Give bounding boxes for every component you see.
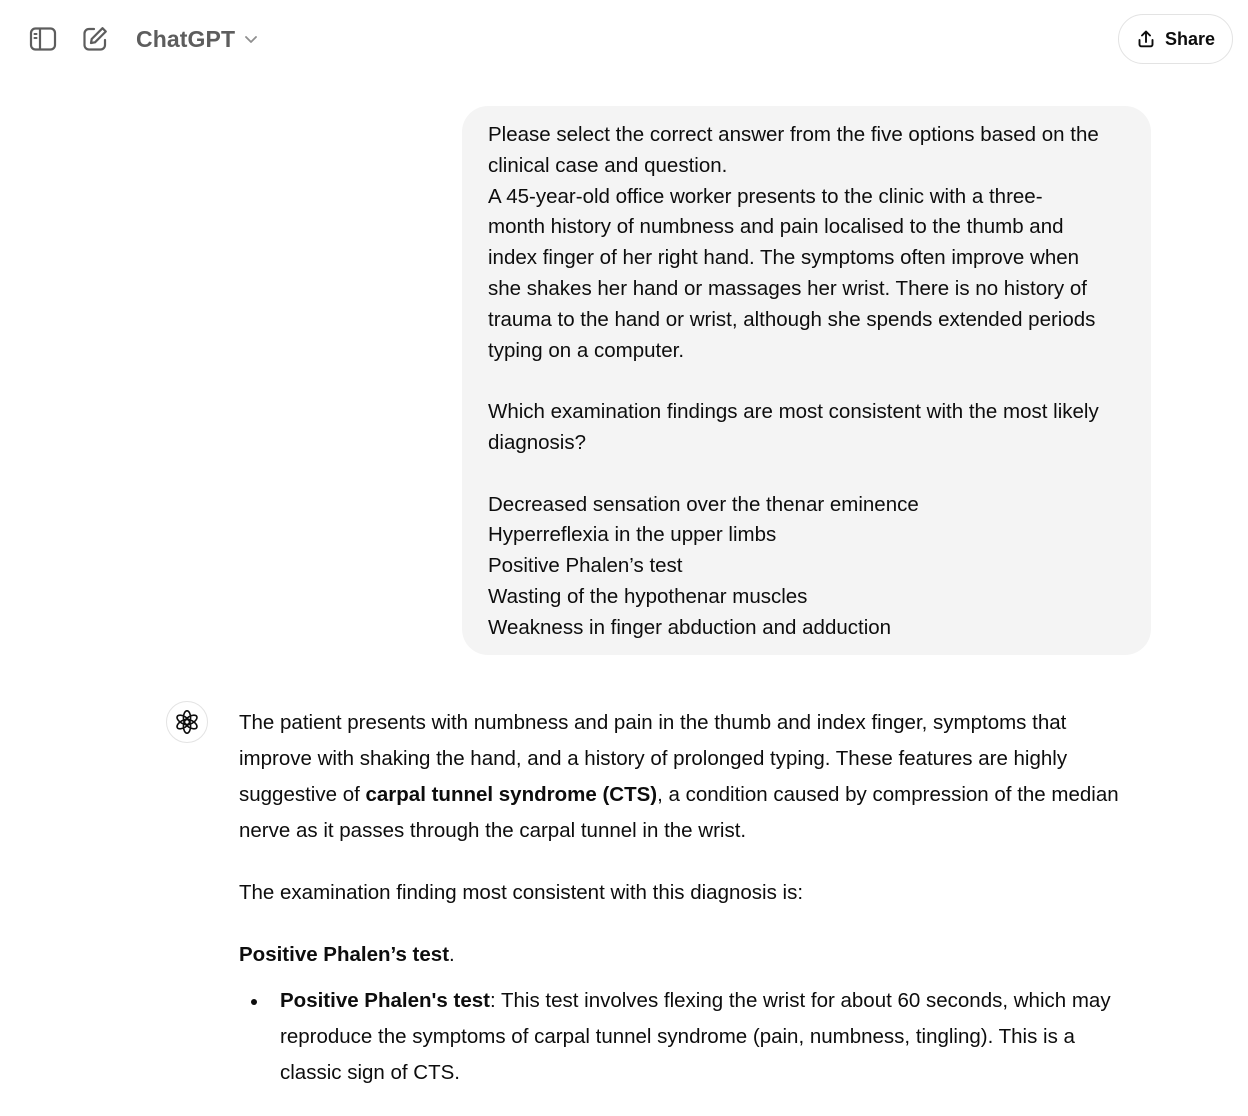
new-chat-button[interactable] xyxy=(76,20,114,58)
chevron-down-icon xyxy=(243,31,259,47)
model-name: ChatGPT xyxy=(136,25,236,52)
bullet-text-line: classic sign of CTS. xyxy=(280,1061,460,1084)
user-message-line: Which examination findings are most consistent with the most likely xyxy=(488,400,1099,424)
paragraph-gap xyxy=(488,459,1125,490)
new-chat-icon xyxy=(80,24,110,54)
text-fragment: . xyxy=(449,943,455,966)
assistant-avatar xyxy=(166,701,208,743)
text-fragment: , a condition caused by compression of the median xyxy=(657,783,1119,806)
assistant-text-line: improve with shaking the hand, and a history of prolonged typing. These features are highly xyxy=(239,747,1068,770)
answer-option: Positive Phalen’s test xyxy=(488,554,683,578)
user-message-line: she shakes her hand or massages her wrist. There is no history of xyxy=(488,276,1087,300)
answer-option: Hyperreflexia in the upper limbs xyxy=(488,523,777,547)
user-message-bubble xyxy=(462,106,1151,655)
assistant-text-line: The examination finding most consistent with this diagnosis is: xyxy=(239,881,804,904)
paragraph-gap xyxy=(488,366,1125,397)
assistant-text-line: nerve as it passes through the carpal tunnel in the wrist. xyxy=(239,819,747,842)
bullet-dot xyxy=(251,999,257,1005)
bullet-text-line xyxy=(280,983,1159,1019)
sidebar-toggle-icon xyxy=(28,24,58,54)
user-message-line: clinical case and question. xyxy=(488,153,728,177)
bullet-heading: Positive Phalen's test xyxy=(280,989,490,1012)
model-selector[interactable] xyxy=(128,18,267,60)
user-message-line: A 45-year-old office worker presents to the clinic with a three- xyxy=(488,184,1043,208)
user-message-line: index finger of her right hand. The symptoms often improve when xyxy=(488,246,1080,270)
answer-option: Decreased sensation over the thenar eminence xyxy=(488,492,919,516)
user-message-line: trauma to the hand or wrist, although she spends extended periods xyxy=(488,307,1096,331)
top-bar xyxy=(0,0,1248,78)
bullet-list xyxy=(239,983,1159,1091)
assistant-answer xyxy=(239,937,1159,973)
user-message-line: Please select the correct answer from the five options based on the xyxy=(488,123,1099,146)
share-button[interactable] xyxy=(1118,14,1233,64)
paragraph-gap xyxy=(239,849,1159,875)
user-message-line: diagnosis? xyxy=(488,430,587,454)
openai-logo-icon xyxy=(174,709,200,735)
answer-highlight: Positive Phalen’s test xyxy=(239,943,450,966)
assistant-text-line xyxy=(239,777,1159,813)
assistant-text-line: The patient presents with numbness and pain in the thumb and index finger, symptoms that xyxy=(239,711,1067,734)
sidebar-toggle-button[interactable] xyxy=(24,20,62,58)
paragraph-gap xyxy=(239,911,1159,937)
answer-option: Weakness in finger abduction and adduction xyxy=(488,615,892,639)
share-icon xyxy=(1136,29,1156,49)
user-message-line: typing on a computer. xyxy=(488,338,685,362)
answer-option: Wasting of the hypothenar muscles xyxy=(488,584,808,608)
assistant-message xyxy=(239,705,1159,1091)
share-label: Share xyxy=(1164,28,1216,49)
text-fragment: : This test involves flexing the wrist for about 60 seconds, which may xyxy=(489,989,1111,1012)
user-message-line: month history of numbness and pain localised to the thumb and xyxy=(488,215,1064,239)
answer-line xyxy=(239,937,1159,973)
bullet-item xyxy=(280,983,1159,1091)
text-fragment: suggestive of xyxy=(239,783,366,806)
assistant-paragraph xyxy=(239,875,1159,911)
bullet-text-line: reproduce the symptoms of carpal tunnel syndrome (pain, numbness, tingling). This is a xyxy=(280,1025,1075,1048)
diagnosis-highlight: carpal tunnel syndrome (CTS) xyxy=(365,783,658,806)
assistant-paragraph xyxy=(239,705,1159,849)
